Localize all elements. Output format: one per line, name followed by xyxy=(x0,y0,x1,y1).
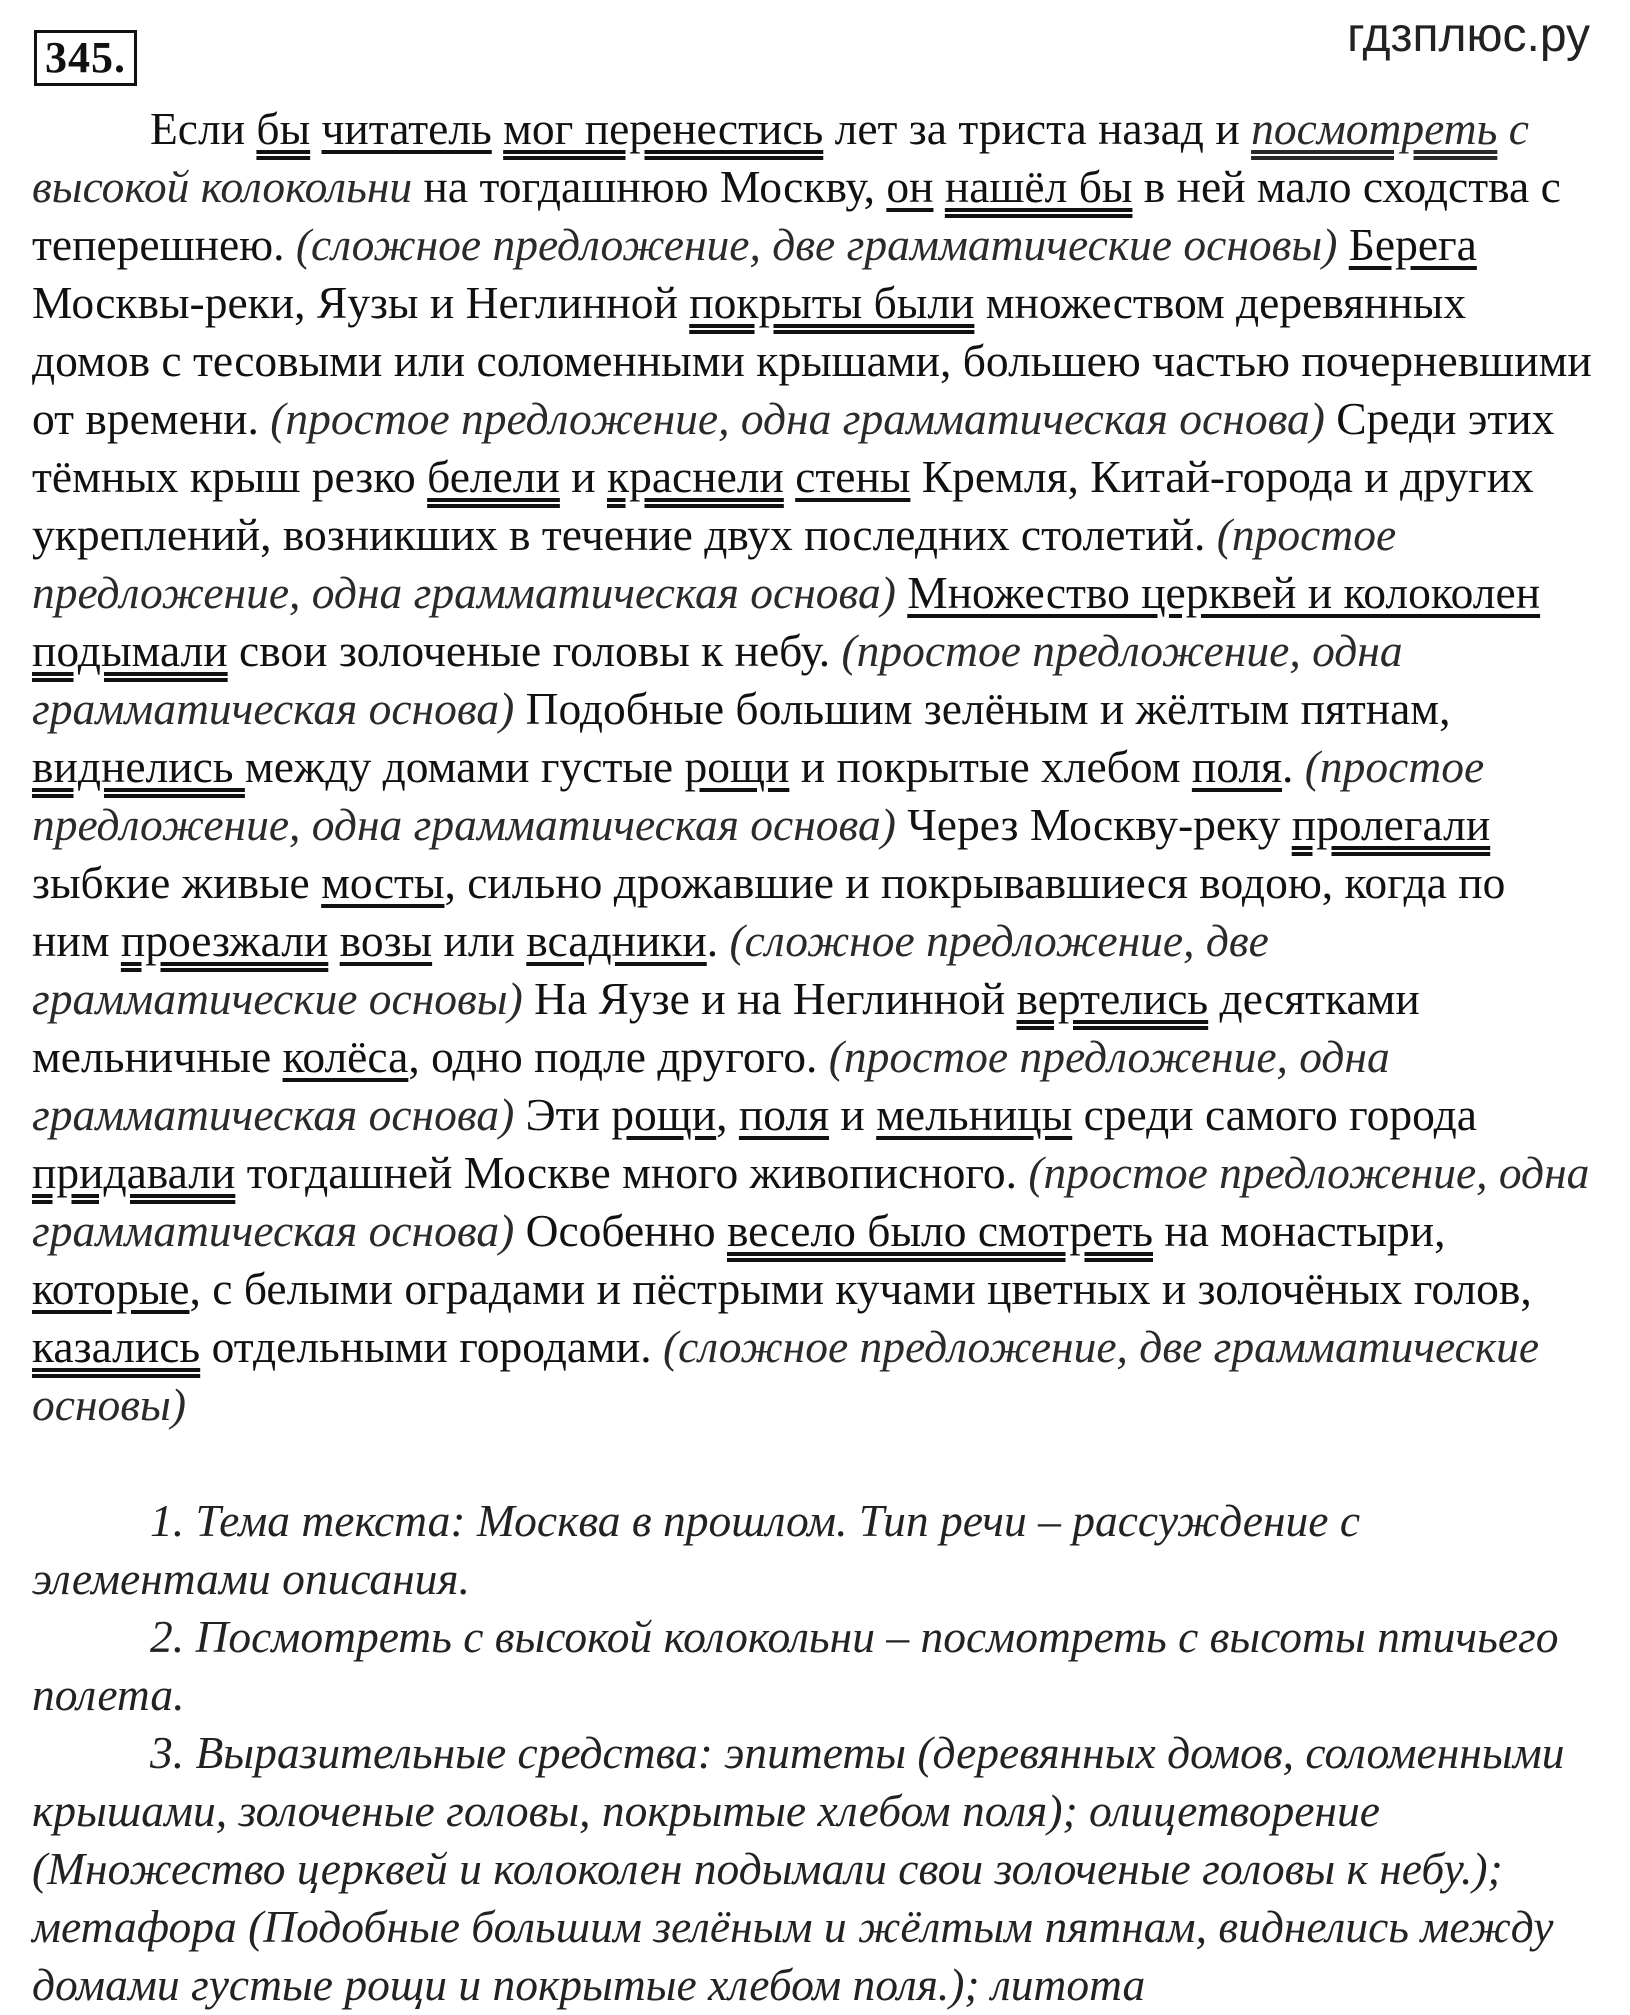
sentence-analysis-note: (сложное предложение, две грамматические основы) xyxy=(32,1321,1540,1430)
sentence-analysis-note: (простое предложение, одна грамматическая основа) xyxy=(32,625,1403,734)
predicate-underlined: казались xyxy=(32,1321,201,1372)
text-run xyxy=(784,451,795,502)
text-run: Кремля, Китай-города и других укреплений, возникших в течение двух последних столетий. xyxy=(32,451,1534,560)
subject-underlined: рощи xyxy=(611,1089,717,1140)
text-run: тогдашней Москве много живописного. xyxy=(235,1147,1029,1198)
predicate-underlined: бы xyxy=(256,103,311,154)
subject-underlined: Берега xyxy=(1348,219,1477,270)
predicate-underlined: белели xyxy=(427,451,560,502)
text-run xyxy=(933,161,944,212)
text-run xyxy=(492,103,503,154)
text-run: и покрытые хлебом xyxy=(789,741,1192,792)
sentence-analysis-note: (сложное предложение, две грамматические основы) xyxy=(32,915,1269,1024)
predicate-underlined: посмотреть xyxy=(1251,103,1498,154)
text-run: Через Москву-реку xyxy=(895,799,1292,850)
sentence-analysis-note: (сложное предложение, две грамматические основы) xyxy=(295,219,1338,270)
sentence-analysis-note: (простое предложение, одна грамматическая основа) xyxy=(270,393,1325,444)
text-run xyxy=(1337,219,1348,270)
predicate-underlined: вертелись xyxy=(1016,973,1209,1024)
text-run: Если xyxy=(150,103,257,154)
text-run: На Яузе и на Неглинной xyxy=(522,973,1017,1024)
predicate-underlined: нашёл бы xyxy=(944,161,1133,212)
subject-underlined: он xyxy=(886,161,934,212)
text-run: или xyxy=(432,915,527,966)
text-run: лет за триста назад и xyxy=(823,103,1252,154)
answer-1: 1. Тема текста: Москва в прошлом. Тип речи – рассуждение с элементами описания. xyxy=(32,1495,1361,1604)
subject-underlined: Множество церквей и колоколен xyxy=(907,567,1541,618)
text-run: , одно подле другого. xyxy=(408,1031,829,1082)
exercise-number: 345. xyxy=(34,30,137,86)
text-run: среди самого города xyxy=(1072,1089,1477,1140)
text-run: Подобные большим зелёным и жёлтым пятнам, xyxy=(514,683,1451,734)
text-run: свои золоченые головы к небу. xyxy=(227,625,842,676)
subject-underlined: читатель xyxy=(321,103,492,154)
subject-underlined: колёса xyxy=(282,1031,409,1082)
text-run: множеством деревянных домов с тесовыми или соломенными крышами, большею частью почерневшими от времени. xyxy=(32,277,1592,444)
exercise-content xyxy=(32,100,1592,2014)
text-run: и xyxy=(829,1089,877,1140)
subject-underlined: мельницы xyxy=(876,1089,1073,1140)
text-run: десятками мельничные xyxy=(32,973,1420,1082)
site-watermark: гдзплюс.ру xyxy=(1347,9,1590,62)
text-run: зыбкие живые xyxy=(32,857,322,908)
text-run: Эти xyxy=(514,1089,612,1140)
text-run: Москвы-реки, Яузы и Неглинной xyxy=(32,277,690,328)
sentence-analysis-note: (простое предложение, одна грамматическая основа) xyxy=(32,1031,1390,1140)
text-run xyxy=(896,567,907,618)
predicate-underlined: краснели xyxy=(606,451,784,502)
text-run: на монастыри, xyxy=(1153,1205,1446,1256)
predicate-underlined: весело было смотреть xyxy=(726,1205,1153,1256)
subject-underlined: стены xyxy=(795,451,911,502)
main-text-paragraph xyxy=(32,100,1592,1434)
text-run: Среди этих тёмных крыш резко xyxy=(32,393,1555,502)
text-run: Особенно xyxy=(514,1205,727,1256)
subject-underlined: которые xyxy=(32,1263,190,1314)
text-run: в ней мало сходства с теперешнею. xyxy=(32,161,1561,270)
sentence-analysis-note: с высокой колокольни xyxy=(32,103,1529,212)
predicate-underlined: подымали xyxy=(32,625,228,676)
predicate-underlined: виднелись xyxy=(32,741,245,792)
subject-underlined: поля xyxy=(738,1089,830,1140)
subject-underlined: поля xyxy=(1191,741,1283,792)
sentence-analysis-note: (простое предложение, одна грамматическая основа) xyxy=(32,509,1397,618)
answer-2: 2. Посмотреть с высокой колокольни – посмотреть с высоты птичьего полета. xyxy=(32,1611,1559,1720)
text-run: и xyxy=(559,451,607,502)
predicate-underlined: мог перенестись xyxy=(503,103,824,154)
text-run: , сильно дрожавшие и покрывавшиеся водою, когда по ним xyxy=(32,857,1506,966)
sentence-analysis-note: (простое предложение, одна грамматическая основа) xyxy=(32,741,1485,850)
subject-underlined: всадники xyxy=(526,915,707,966)
predicate-underlined: проезжали xyxy=(120,915,329,966)
text-run: отдельными городами. xyxy=(200,1321,663,1372)
subject-underlined: возы xyxy=(339,915,433,966)
subject-underlined: мосты xyxy=(321,857,445,908)
text-run: , xyxy=(716,1089,739,1140)
text-run: . xyxy=(706,915,730,966)
predicate-underlined: пролегали xyxy=(1291,799,1491,850)
answer-3: 3. Выразительные средства: эпитеты (деревянных домов, соломенными крышами, золоченые головы, покрытые хлебом поля); олицетворение (Множество церквей и колоколен подымали свои золоченые головы к небу.); метафора (Подобные большим зелёным и жёлтым пятнам, виднелись между домами густые рощи и покрытые хлебом поля.); литота xyxy=(32,1727,1565,2010)
text-run: , с белыми оградами и пёстрыми кучами цветных и золочёных голов, xyxy=(189,1263,1532,1314)
text-run: . xyxy=(1282,741,1305,792)
answers-section xyxy=(32,1492,1592,2014)
text-run xyxy=(310,103,321,154)
text-run: между домами густые xyxy=(244,741,685,792)
subject-underlined: рощи xyxy=(684,741,790,792)
text-run: на тогдашнюю Москву, xyxy=(412,161,887,212)
predicate-underlined: придавали xyxy=(32,1147,236,1198)
text-run xyxy=(328,915,339,966)
predicate-underlined: покрыты были xyxy=(689,277,975,328)
sentence-analysis-note: (простое предложение, одна грамматическая основа) xyxy=(32,1147,1590,1256)
